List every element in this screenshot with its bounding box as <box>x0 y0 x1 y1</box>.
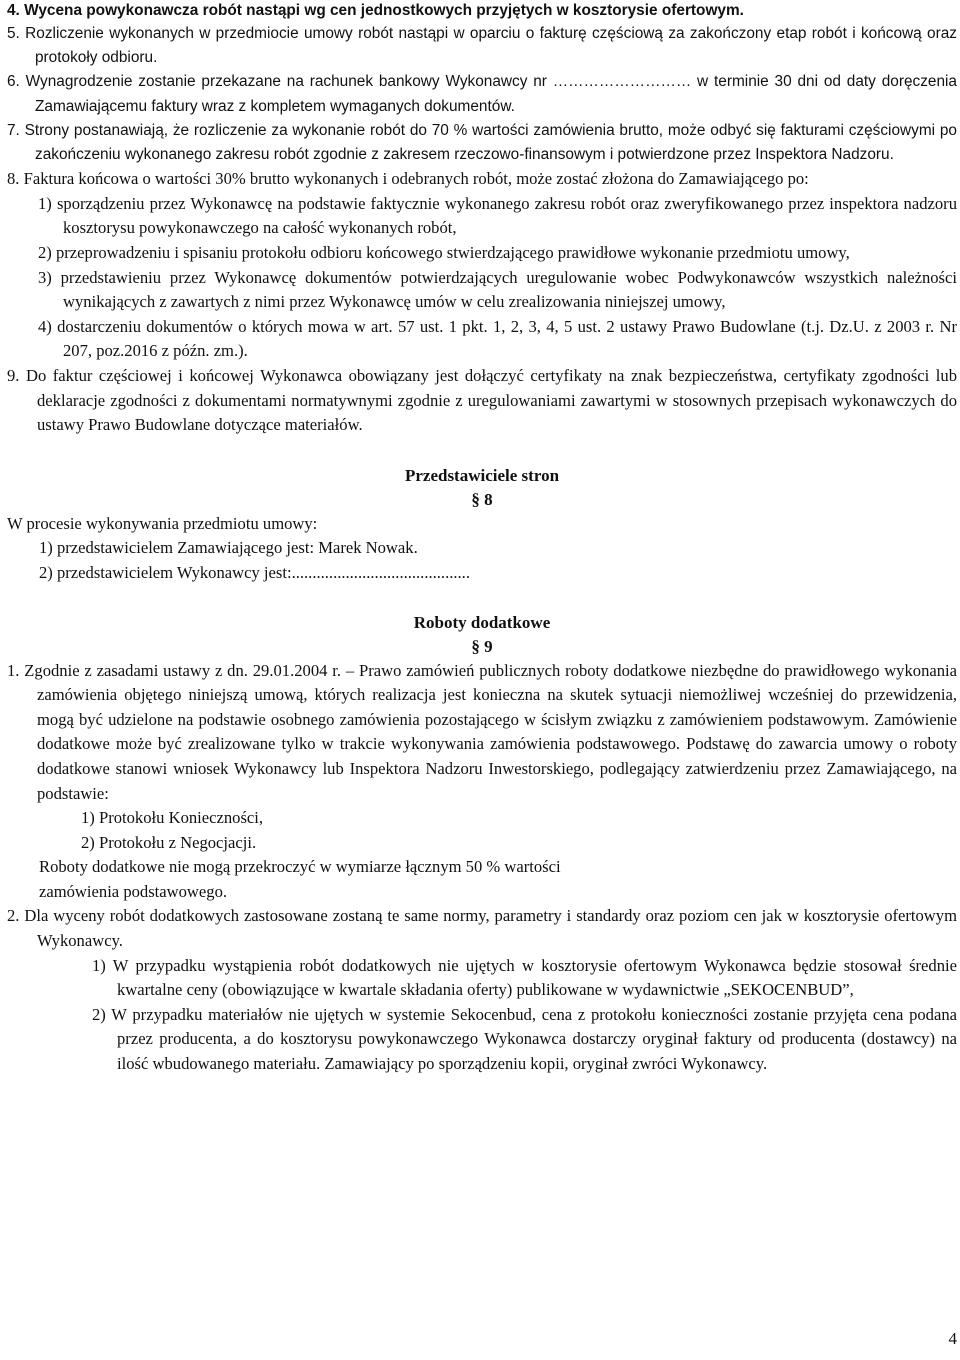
paragraph-8-item-1: 1) sporządzeniu przez Wykonawcę na podstawie faktycznie wykonanego zakresu robót oraz zweryfikowanego przez inspektora nadzoru kosztorysu powykonawczego na całość wykonanych robót, <box>38 193 957 238</box>
section-9-number: § 9 <box>471 636 493 656</box>
paragraph-8-item-4: 4) dostarczeniu dokumentów o których mowa w art. 57 ust. 1 pkt. 1, 2, 3, 4, 5 ust. 2 ustawy Prawo Budowlane (t.j. Dz.U. z 2003 r. Nr 207, poz.2016 z późn. zm.). <box>38 316 957 361</box>
paragraph-5: 5. Rozliczenie wykonanych w przedmiocie umowy robót nastąpi w oparciu o fakturę częściową za zakończony etap robót i końcową oraz protokoły odbioru. <box>7 25 957 67</box>
section-8-number: § 8 <box>471 489 493 509</box>
paragraph-9: 9. Do faktur częściowej i końcowej Wykonawca obowiązany jest dołączyć certyfikaty na znak bezpieczeństwa, certyfikaty zgodności lub deklaracje zgodności z dokumentami normatywnymi zgodnie z uregulowaniami zawartymi w stosownych przepisach wykonawczych do ustawy Prawo Budowlane dotyczące materiałów. <box>7 365 957 435</box>
section-9-paragraph-2: 2. Dla wyceny robót dodatkowych zastosowane zostaną te same normy, parametry i standardy oraz poziom cen jak w kosztorysie ofertowym Wykonawcy. <box>7 906 957 951</box>
section-9-p1-tail-line-2: zamówienia podstawowego. <box>39 881 228 901</box>
paragraph-8: 8. Faktura końcowa o wartości 30% brutto wykonanych i odebranych robót, może zostać złożona do Zamawiającego po: <box>7 169 809 189</box>
section-9-p2-item-1: 1) W przypadku wystąpienia robót dodatkowych nie ujętych w kosztorysie ofertowym Wykonawca będzie stosował średnie kwartalne ceny (obowiązujące w kwartale składania oferty) publikowane w wydawnictwie „SEKOCENBUD”, <box>92 955 957 1000</box>
section-8-intro: W procesie wykonywania przedmiotu umowy: <box>7 513 318 533</box>
section-8-title: Przedstawiciele stron <box>404 465 560 485</box>
section-9-p2-item-2: 2) W przypadku materiałów nie ujętych w systemie Sekocenbud, cena z protokołu konieczności zostanie przyjęta cena podana przez producenta, a do kosztorysu powykonawczego Wykonawca dostarczy oryginał faktury od producenta (dostawcy) na ilość wbudowanego materiału. Zamawiający po sporządzeniu kopii, oryginał zwróci Wykonawcy. <box>92 1004 957 1074</box>
page-number: 4 <box>948 1329 957 1348</box>
section-9-paragraph-1: 1. Zgodnie z zasadami ustawy z dn. 29.01.2004 r. – Prawo zamówień publicznych roboty dodatkowe niezbędne do prawidłowego wykonania zamówienia objętego niniejszą umową, których realizacja jest konieczna na skutek sytuacji niemożliwej wcześniej do przewidzenia, mogą być udzielone na podstawie osobnego zamówienia pozostającego w ścisłym związku z zamówieniem podstawowym. Zamówienie dodatkowe może być zrealizowane tylko w trakcie wykonywania zamówienia podstawowego. Podstawę do zawarcia umowy o roboty dodatkowe stanowi wniosek Wykonawcy lub Inspektora Nadzoru Inwestorskiego, podlegający zatwierdzeniu przez Zamawiającego, na podstawie: <box>7 660 957 803</box>
representative-contractor: 2) przedstawicielem Wykonawcy jest:........................................... <box>39 562 470 582</box>
paragraph-6: 6. Wynagrodzenie zostanie przekazane na rachunek bankowy Wykonawcy nr ……………………… w terminie 30 dni od daty doręczenia Zamawiającemu faktury wraz z kompletem wymaganych dokumentów. <box>7 73 957 115</box>
paragraph-4: 4. Wycena powykonawcza robót nastąpi wg cen jednostkowych przyjętych w kosztorysie ofertowym. <box>7 2 744 19</box>
section-9-p1-tail-line-1: Roboty dodatkowe nie mogą przekroczyć w wymiarze łącznym 50 % wartości <box>39 857 561 877</box>
section-9-p1-item-2: 2) Protokołu z Negocjacji. <box>81 832 257 852</box>
paragraph-8-item-3: 3) przedstawieniu przez Wykonawcę dokumentów potwierdzających uregulowanie wobec Podwykonawców wszystkich należności wynikających z zawartych z nimi przez Wykonawcę umów w celu zrealizowania niniejszej umowy, <box>38 267 957 312</box>
representative-client: 1) przedstawicielem Zamawiającego jest: Marek Nowak. <box>39 538 418 558</box>
paragraph-7: 7. Strony postanawiają, że rozliczenie za wykonanie robót do 70 % wartości zamówienia brutto, może odbyć się fakturami częściowymi po zakończeniu wykonanego zakresu robót zgodnie z zakresem rzeczowo-finansowym i potwierdzone przez Inspektora Nadzoru. <box>7 121 957 164</box>
paragraph-8-item-2: 2) przeprowadzeniu i spisaniu protokołu odbioru końcowego stwierdzającego prawidłowe wykonanie przedmiotu umowy, <box>38 243 850 262</box>
section-9-title: Roboty dodatkowe <box>413 612 551 632</box>
section-9-p1-item-1: 1) Protokołu Konieczności, <box>81 808 264 828</box>
